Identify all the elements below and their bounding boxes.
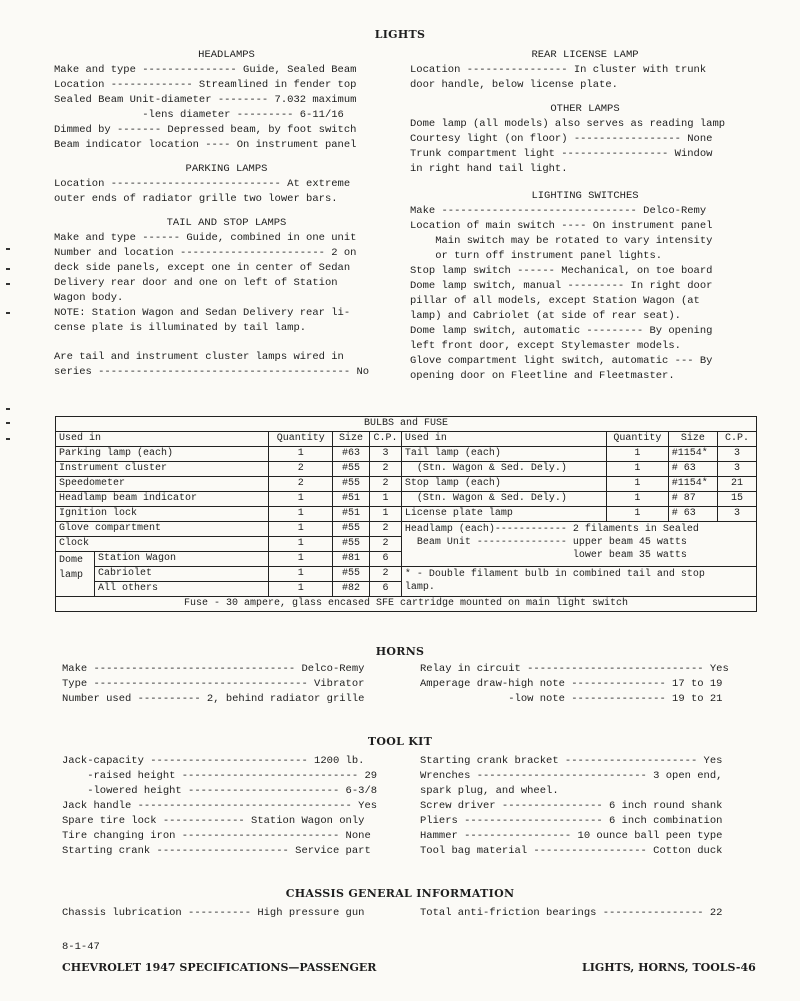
headlamp-note-line: lower beam 35 watts bbox=[404, 550, 687, 561]
dome-label-line: lamp bbox=[59, 570, 84, 581]
switch-line: Make ------------------------------- Delco-Remy bbox=[410, 205, 707, 217]
margin-mark bbox=[6, 248, 10, 250]
tool-line: Tool bag material ------------------ Cotton duck bbox=[420, 845, 723, 857]
rear-license-heading: REAR LICENSE LAMP bbox=[531, 49, 639, 61]
fuse-note: Fuse - 30 ampere, glass encased SFE cartridge mounted on main light switch bbox=[56, 597, 757, 612]
parking-line: Location --------------------------- At extreme bbox=[54, 178, 351, 190]
rear-license-line: Location ---------------- In cluster with trunk bbox=[410, 64, 707, 76]
cell-used: Tail lamp (each) bbox=[401, 447, 606, 462]
footnote-line: lamp. bbox=[404, 582, 435, 593]
table-row bbox=[56, 492, 757, 507]
cell-size: #51 bbox=[333, 507, 370, 522]
other-lamps-line: Trunk compartment light ----------------- Window bbox=[410, 148, 713, 160]
tail-stop-line: Number and location ----------------------- 2 on bbox=[54, 247, 357, 259]
tool-kit-title: TOOL KIT bbox=[367, 735, 433, 748]
header-cp: C.P. bbox=[370, 432, 402, 447]
tool-line: Wrenches --------------------------- 3 open end, bbox=[420, 770, 723, 782]
horns-line: Relay in circuit ---------------------------- Yes bbox=[420, 663, 729, 675]
headlamp-note-line: Beam Unit --------------- upper beam 45 watts bbox=[404, 537, 687, 548]
cell-cp: 2 bbox=[370, 462, 402, 477]
cell-size: #1154* bbox=[668, 477, 717, 492]
dome-lamp-label bbox=[56, 552, 95, 597]
bulbs-fuse-table bbox=[55, 416, 757, 612]
headlamps-line: Sealed Beam Unit-diameter -------- 7.032 maximum bbox=[54, 94, 357, 106]
margin-mark bbox=[6, 422, 10, 424]
chassis-title: CHASSIS GENERAL INFORMATION bbox=[285, 887, 515, 900]
cell-used: Instrument cluster bbox=[56, 462, 269, 477]
tool-line: Tire changing iron ------------------------- None bbox=[62, 830, 371, 842]
tail-stop-line: Delivery rear door and one on left of Station bbox=[54, 277, 338, 289]
switch-line: left front door, except Stylemaster models. bbox=[410, 340, 681, 352]
cell-cp: 2 bbox=[370, 537, 402, 552]
footnote-line: * - Double filament bulb in combined tail and stop bbox=[404, 569, 705, 580]
tool-line: Jack-capacity ------------------------- 1200 lb. bbox=[62, 755, 365, 767]
other-lamps-line: Dome lamp (all models) also serves as reading lamp bbox=[410, 118, 726, 130]
tool-line: -raised height ---------------------------- 29 bbox=[62, 770, 378, 782]
header-size: Size bbox=[333, 432, 370, 447]
page-date: 8-1-47 bbox=[62, 941, 100, 953]
cell-cp: 3 bbox=[370, 447, 402, 462]
cell-cp: 3 bbox=[717, 462, 756, 477]
margin-mark bbox=[6, 268, 10, 270]
cell-size: #55 bbox=[333, 567, 370, 582]
cell-qty: 1 bbox=[607, 492, 669, 507]
table-row bbox=[56, 462, 757, 477]
table-title: BULBS and FUSE bbox=[56, 417, 757, 432]
cell-qty: 1 bbox=[269, 492, 333, 507]
switch-line: or turn off instrument panel lights. bbox=[410, 250, 663, 262]
switch-line: Location of main switch ---- On instrument panel bbox=[410, 220, 713, 232]
table-row bbox=[56, 447, 757, 462]
tool-line: Screw driver ---------------- 6 inch round shank bbox=[420, 800, 723, 812]
header-cp-right: C.P. bbox=[717, 432, 756, 447]
headlamp-note-line: Headlamp (each)------------ 2 filaments in Sealed bbox=[404, 524, 699, 535]
header-quantity: Quantity bbox=[269, 432, 333, 447]
fuse-row bbox=[56, 597, 757, 612]
chassis-line: Total anti-friction bearings ---------------- 22 bbox=[420, 907, 723, 919]
tool-line: Pliers ---------------------- 6 inch combination bbox=[420, 815, 723, 827]
lighting-switches-heading: LIGHTING SWITCHES bbox=[531, 190, 639, 202]
tail-stop-note: NOTE: Station Wagon and Sedan Delivery rear li- bbox=[54, 307, 351, 319]
switch-line: Dome lamp switch, manual --------- In right door bbox=[410, 280, 713, 292]
chassis-left bbox=[62, 906, 412, 921]
cell-cp: 6 bbox=[370, 582, 402, 597]
horns-line: Amperage draw-high note --------------- 17 to 19 bbox=[420, 678, 723, 690]
margin-mark bbox=[6, 438, 10, 440]
cell-size: # 63 bbox=[668, 462, 717, 477]
header-used-in-right: Used in bbox=[401, 432, 606, 447]
tail-stop-question: Are tail and instrument cluster lamps wired in bbox=[54, 351, 344, 363]
headlamp-note bbox=[401, 522, 756, 567]
cell-used: Glove compartment bbox=[56, 522, 269, 537]
footnote-cell bbox=[401, 567, 756, 597]
cell-cp: 2 bbox=[370, 477, 402, 492]
cell-cp: 1 bbox=[370, 507, 402, 522]
horns-line: Type ---------------------------------- Vibrator bbox=[62, 678, 365, 690]
margin-mark bbox=[6, 408, 10, 410]
table-row bbox=[56, 477, 757, 492]
tail-stop-line: Make and type ------ Guide, combined in one unit bbox=[54, 232, 357, 244]
parking-heading: PARKING LAMPS bbox=[185, 163, 268, 175]
tool-kit-right bbox=[420, 754, 760, 859]
cell-size: #55 bbox=[333, 522, 370, 537]
rear-license-line: door handle, below license plate. bbox=[410, 79, 618, 91]
headlamps-line: Make and type --------------- Guide, Sealed Beam bbox=[54, 64, 357, 76]
cell-cp: 1 bbox=[370, 492, 402, 507]
horns-line: Number used ---------- 2, behind radiator grille bbox=[62, 693, 365, 705]
cell-size: #55 bbox=[333, 477, 370, 492]
cell-used: Ignition lock bbox=[56, 507, 269, 522]
tail-stop-question: series ---------------------------------------- No bbox=[54, 366, 370, 378]
chassis-line: Chassis lubrication ---------- High pressure gun bbox=[62, 907, 365, 919]
tail-stop-line: deck side panels, except one in center of Sedan bbox=[54, 262, 351, 274]
headlamps-line: -lens diameter --------- 6-11/16 bbox=[54, 109, 344, 121]
tail-stop-heading: TAIL AND STOP LAMPS bbox=[166, 217, 287, 229]
margin-mark bbox=[6, 312, 10, 314]
cell-size: #81 bbox=[333, 552, 370, 567]
cell-qty: 2 bbox=[269, 462, 333, 477]
tool-line: Hammer ----------------- 10 ounce ball peen type bbox=[420, 830, 723, 842]
tool-line: Starting crank bracket --------------------- Yes bbox=[420, 755, 723, 767]
cell-used: (Stn. Wagon & Sed. Dely.) bbox=[401, 462, 606, 477]
cell-used: License plate lamp bbox=[401, 507, 606, 522]
cell-qty: 1 bbox=[269, 522, 333, 537]
cell-used: Speedometer bbox=[56, 477, 269, 492]
switch-line: pillar of all models, except Station Wagon (at bbox=[410, 295, 700, 307]
horns-line: -low note --------------- 19 to 21 bbox=[420, 693, 723, 705]
other-lamps-line: Courtesy light (on floor) ----------------- None bbox=[410, 133, 713, 145]
cell-size: #63 bbox=[333, 447, 370, 462]
switch-line: opening door on Fleetline and Fleetmaster. bbox=[410, 370, 675, 382]
switch-line: Glove compartment light switch, automatic --- By bbox=[410, 355, 713, 367]
cell-size: #55 bbox=[333, 462, 370, 477]
cell-size: # 87 bbox=[668, 492, 717, 507]
cell-cp: 2 bbox=[370, 567, 402, 582]
cell-used: (Stn. Wagon & Sed. Dely.) bbox=[401, 492, 606, 507]
table-row bbox=[56, 507, 757, 522]
cell-used: Parking lamp (each) bbox=[56, 447, 269, 462]
cell-used: Station Wagon bbox=[95, 552, 269, 567]
lights-right-column bbox=[410, 48, 760, 384]
cell-used: Cabriolet bbox=[95, 567, 269, 582]
horns-line: Make -------------------------------- Delco-Remy bbox=[62, 663, 365, 675]
tool-line: Spare tire lock ------------- Station Wagon only bbox=[62, 815, 365, 827]
cell-used: All others bbox=[95, 582, 269, 597]
lights-left-column bbox=[54, 48, 399, 380]
horns-left bbox=[62, 662, 407, 707]
other-lamps-heading: OTHER LAMPS bbox=[550, 103, 620, 115]
headlamps-line: Beam indicator location ---- On instrument panel bbox=[54, 139, 357, 151]
cell-qty: 1 bbox=[269, 507, 333, 522]
cell-cp: 15 bbox=[717, 492, 756, 507]
cell-qty: 1 bbox=[607, 462, 669, 477]
lights-title: LIGHTS bbox=[374, 28, 426, 41]
header-used-in: Used in bbox=[56, 432, 269, 447]
parking-line: outer ends of radiator grille two lower bars. bbox=[54, 193, 338, 205]
cell-qty: 1 bbox=[269, 582, 333, 597]
cell-qty: 1 bbox=[607, 447, 669, 462]
cell-size: # 63 bbox=[668, 507, 717, 522]
chassis-right bbox=[420, 906, 760, 921]
headlamps-heading: HEADLAMPS bbox=[198, 49, 255, 61]
cell-cp: 2 bbox=[370, 522, 402, 537]
footer-right: LIGHTS, HORNS, TOOLS-46 bbox=[582, 961, 756, 974]
horns-title: HORNS bbox=[375, 645, 425, 658]
cell-qty: 1 bbox=[269, 567, 333, 582]
switch-line: Stop lamp switch ------ Mechanical, on toe board bbox=[410, 265, 713, 277]
tool-line: spark plug, and wheel. bbox=[420, 785, 559, 797]
headlamps-line: Dimmed by ------- Depressed beam, by foot switch bbox=[54, 124, 357, 136]
cell-size: #51 bbox=[333, 492, 370, 507]
tail-stop-line: Wagon body. bbox=[54, 292, 124, 304]
header-quantity-right: Quantity bbox=[607, 432, 669, 447]
switch-line: Dome lamp switch, automatic --------- By opening bbox=[410, 325, 713, 337]
cell-cp: 6 bbox=[370, 552, 402, 567]
other-lamps-line: in right hand tail light. bbox=[410, 163, 568, 175]
cell-cp: 3 bbox=[717, 507, 756, 522]
tool-kit-left bbox=[62, 754, 407, 859]
switch-line: lamp) and Cabriolet (at side of rear seat). bbox=[410, 310, 681, 322]
tool-line: Jack handle ---------------------------------- Yes bbox=[62, 800, 378, 812]
cell-used: Clock bbox=[56, 537, 269, 552]
footer-left: CHEVROLET 1947 SPECIFICATIONS—PASSENGER bbox=[62, 961, 377, 974]
cell-used: Headlamp beam indicator bbox=[56, 492, 269, 507]
headlamps-line: Location ------------- Streamlined in fender top bbox=[54, 79, 357, 91]
header-size-right: Size bbox=[668, 432, 717, 447]
table-row bbox=[56, 522, 757, 537]
tail-stop-note: cense plate is illuminated by tail lamp. bbox=[54, 322, 307, 334]
cell-size: #82 bbox=[333, 582, 370, 597]
cell-qty: 1 bbox=[269, 537, 333, 552]
cell-cp: 21 bbox=[717, 477, 756, 492]
cell-qty: 1 bbox=[607, 477, 669, 492]
switch-line: Main switch may be rotated to vary intensity bbox=[410, 235, 713, 247]
tool-line: -lowered height ------------------------ 6-3/8 bbox=[62, 785, 378, 797]
horns-right bbox=[420, 662, 760, 707]
cell-qty: 1 bbox=[269, 552, 333, 567]
cell-qty: 2 bbox=[269, 477, 333, 492]
table-header-row bbox=[56, 432, 757, 447]
margin-mark bbox=[6, 283, 10, 285]
cell-cp: 3 bbox=[717, 447, 756, 462]
cell-qty: 1 bbox=[607, 507, 669, 522]
cell-size: #1154* bbox=[668, 447, 717, 462]
cell-size: #55 bbox=[333, 537, 370, 552]
cell-qty: 1 bbox=[269, 447, 333, 462]
dome-label-line: Dome bbox=[59, 555, 84, 566]
tool-line: Starting crank --------------------- Service part bbox=[62, 845, 371, 857]
table-row bbox=[56, 567, 757, 582]
cell-used: Stop lamp (each) bbox=[401, 477, 606, 492]
